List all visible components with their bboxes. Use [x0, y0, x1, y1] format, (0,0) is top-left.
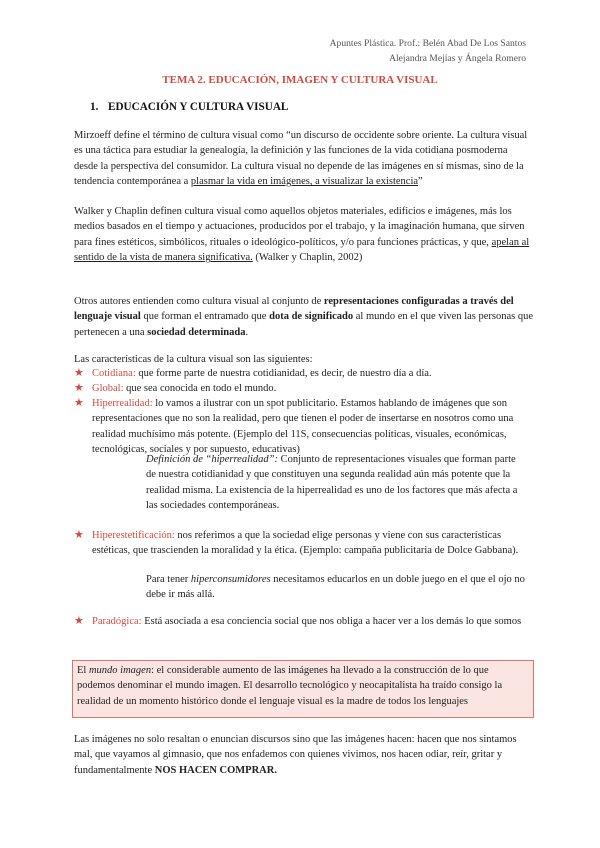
feature-item	[74, 528, 532, 559]
paragraph-mirzoeff	[74, 128, 534, 190]
p3-bold-1: representaciones configuradas a través del lenguaje visual	[74, 296, 514, 323]
p1-underlined: plasmar la vida en imágenes, a visualizar la existencia	[190, 176, 419, 188]
box-text-b: : el considerable aumento de las imágenes ha llevado a la construcción de lo que podemos denominar el mundo imagen. El desarrollo tecnológico y neocapitalista ha traído consigo la realidad de un momento histórico donde el lenguaje visual es la madre de todos los lenguajes	[77, 665, 503, 707]
feature-item	[74, 366, 532, 381]
paragraph-walker-chaplin	[74, 204, 534, 266]
header-course: Apuntes Plástica. Prof.: Belén Abad De Los Santos	[329, 38, 526, 49]
p1-text: Mirzoeff define el término de cultura visual como “un discurso de occidente sobre oriente. La cultura visual es una táctica para estudiar la genealogía, la definición y las funciones de la vida cotidiana posmoderna desde la perspectiva del consumidor. La cultura visual no depende de las imágenes en sí mismas, sino de la tendencia contemporánea a	[74, 130, 528, 188]
feature-term: Paradógica:	[92, 616, 142, 627]
p3-text-a: Otros autores entienden como cultura visual al conjunto de	[74, 296, 324, 307]
feature-text: nos referimos a que la sociedad elige personas y viene con sus características estéticas, que trascienden la moralidad y la ética. (Ejemplo: campaña publicitaria de Dolce Gabbana).	[92, 530, 519, 557]
feature-item	[74, 396, 532, 458]
star-icon: ★	[74, 367, 84, 379]
feature-term: Hiperestetificación:	[92, 530, 175, 541]
definition-term: Definición de “hiperrealidad”:	[146, 454, 279, 465]
p1-end: ”	[418, 176, 423, 188]
star-icon: ★	[74, 529, 84, 541]
page-header	[330, 36, 526, 66]
paragraph-closing	[74, 732, 534, 778]
p2-underlined: apelan al sentido de la vista de manera significativa.	[74, 236, 530, 264]
p3-text-c: que forman el entramado que	[140, 311, 270, 323]
header-authors: Alejandra Mejías y Ángela Romero	[389, 53, 526, 64]
section-heading	[90, 101, 288, 113]
feature-text: lo vamos a ilustrar con un spot publicitario. Estamos hablando de imágenes que son representaciones que no son la realidad, pero que tienen el poder de insertarse en nosotros como una realidad muchísimo más potente. (Ejemplo del 11S, consecuencias políticas, visuales, económicas, tecnológicas, sociales y por supuesto, educativas)	[92, 398, 514, 456]
p2-citation: (Walker y Chaplin, 2002)	[252, 252, 363, 264]
feature-term: Cotidiana:	[92, 368, 136, 379]
star-icon: ★	[74, 382, 84, 394]
feature-term: Global:	[92, 383, 124, 394]
p3-bold-3: sociedad determinada	[147, 326, 246, 338]
star-icon: ★	[74, 615, 84, 627]
hyperreality-definition	[146, 452, 526, 514]
box-italic: mundo imagen	[88, 665, 152, 676]
p3-bold-2: dota de significado	[269, 311, 354, 323]
p3-text-e: .	[245, 326, 249, 338]
p2-text: Walker y Chaplin definen cultura visual como aquellos objetos materiales, edificios e imágenes, más los medios basados en el tiempo y actuaciones, producidos por el trabajo, y la imaginación humana, que sirven para fines estéticos, simbólicos, rituales o ideológico-políticos, y/o para funciones prácticas, y que,	[74, 206, 525, 248]
features-intro: Las características de la cultura visual son las siguientes:	[74, 354, 313, 365]
closing-bold: NOS HACEN COMPRAR.	[154, 764, 277, 776]
note-text-a: Para tener	[146, 574, 191, 585]
section-title: EDUCACIÓN Y CULTURA VISUAL	[108, 101, 289, 113]
document-title: TEMA 2. EDUCACIÓN, IMAGEN Y CULTURA VISUAL	[162, 74, 438, 86]
closing-text: Las imágenes no solo resaltan o enuncian discursos sino que las imágenes hacen: hacen que nos sintamos mal, que vayamos al gimnasio, que nos enfademos con quienes vivimos, nos hacen odiar, reír, gritar y fundamentalmente	[74, 734, 517, 776]
hyperconsumer-note	[146, 572, 526, 603]
feature-text: que forme parte de nuestra cotidianidad, es decir, de nuestro día a día.	[135, 368, 432, 379]
feature-text: Está asociada a esa conciencia social que nos obliga a hacer ver a los demás lo que somos	[141, 616, 522, 627]
feature-text: que sea conocida en todo el mundo.	[123, 383, 277, 394]
note-italic: hiperconsumidores	[190, 574, 271, 585]
p3-text-d: al mundo en el que viven las personas que pertenecen a una	[74, 311, 534, 338]
paragraph-other-authors	[74, 294, 534, 340]
note-text-b: necesitamos educarlos en un doble juego en el que el ojo no debe ir más allá.	[146, 574, 525, 601]
feature-item	[74, 614, 532, 629]
star-icon: ★	[74, 397, 84, 409]
definition-text: Conjunto de representaciones visuales que forman parte de nuestra cotidianidad y que constituyen una segunda realidad aún más potente que la realidad misma. La existencia de la hiperrealidad es uno de los factores que más afecta a las sociedades contemporáneas.	[146, 454, 518, 512]
section-number: 1.	[90, 101, 99, 113]
highlight-box-mundo-imagen	[72, 660, 534, 718]
feature-item	[74, 381, 532, 396]
feature-term: Hiperrealidad:	[92, 398, 153, 409]
box-text-a: El	[77, 665, 89, 676]
